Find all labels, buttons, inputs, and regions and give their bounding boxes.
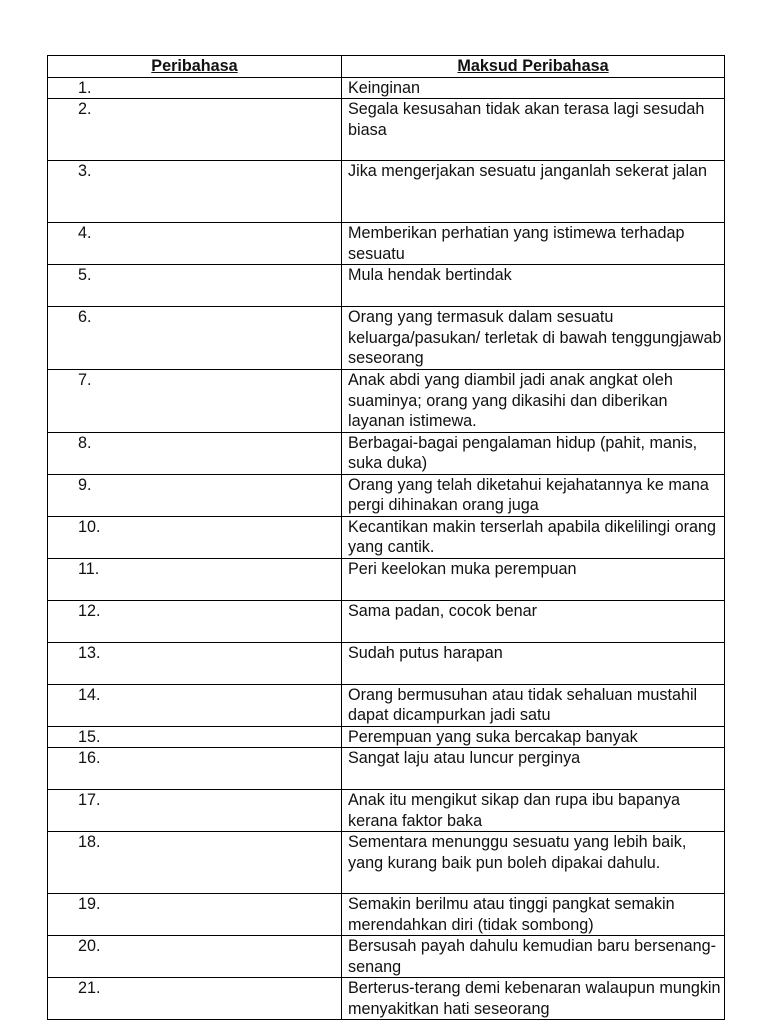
table-row [48,558,725,600]
table-row [48,161,725,223]
row-number: 8. [48,432,342,474]
row-meaning: Jika mengerjakan sesuatu janganlah sekerat jalan [342,161,725,223]
row-meaning: Mula hendak bertindak [342,265,725,307]
row-meaning: Memberikan perhatian yang istimewa terhadap sesuatu [342,223,725,265]
row-meaning: Keinginan [342,77,725,99]
table-row [48,516,725,558]
row-meaning: Kecantikan makin terserlah apabila dikelilingi orang yang cantik. [342,516,725,558]
row-meaning: Sangat laju atau luncur perginya [342,748,725,790]
table-row [48,936,725,978]
row-number: 6. [48,307,342,370]
table-row [48,894,725,936]
row-number: 20. [48,936,342,978]
row-meaning: Semakin berilmu atau tinggi pangkat semakin merendahkan diri (tidak sombong) [342,894,725,936]
row-meaning: Sudah putus harapan [342,642,725,684]
row-meaning: Sementara menunggu sesuatu yang lebih baik, yang kurang baik pun boleh dipakai dahulu. [342,832,725,894]
row-meaning: Perempuan yang suka bercakap banyak [342,726,725,748]
proverb-table [47,55,725,1020]
table-row [48,642,725,684]
row-number: 16. [48,748,342,790]
row-number: 12. [48,600,342,642]
row-number: 14. [48,684,342,726]
row-number: 1. [48,77,342,99]
table-row [48,684,725,726]
table-row [48,790,725,832]
table-row [48,748,725,790]
row-meaning: Segala kesusahan tidak akan terasa lagi sesudah biasa [342,99,725,161]
row-number: 18. [48,832,342,894]
row-number: 19. [48,894,342,936]
row-meaning: Anak abdi yang diambil jadi anak angkat oleh suaminya; orang yang dikasihi dan diberikan layanan istimewa. [342,370,725,433]
row-number: 3. [48,161,342,223]
row-number: 15. [48,726,342,748]
row-number: 11. [48,558,342,600]
table-row [48,978,725,1020]
table-row [48,307,725,370]
row-meaning: Peri keelokan muka perempuan [342,558,725,600]
row-number: 2. [48,99,342,161]
table-row [48,432,725,474]
header-maksud-peribahasa: Maksud Peribahasa [342,56,725,78]
table-row [48,474,725,516]
row-number: 9. [48,474,342,516]
row-number: 7. [48,370,342,433]
table-row [48,77,725,99]
row-meaning: Anak itu mengikut sikap dan rupa ibu bapanya kerana faktor baka [342,790,725,832]
row-meaning: Bersusah payah dahulu kemudian baru bersenang-senang [342,936,725,978]
table-row [48,600,725,642]
row-meaning: Sama padan, cocok benar [342,600,725,642]
table-row [48,265,725,307]
table-row [48,99,725,161]
row-meaning: Orang bermusuhan atau tidak sehaluan mustahil dapat dicampurkan jadi satu [342,684,725,726]
row-number: 17. [48,790,342,832]
row-meaning: Berterus-terang demi kebenaran walaupun mungkin menyakitkan hati seseorang [342,978,725,1020]
row-number: 13. [48,642,342,684]
row-number: 4. [48,223,342,265]
row-number: 21. [48,978,342,1020]
row-number: 5. [48,265,342,307]
table-row [48,726,725,748]
table-row [48,832,725,894]
row-meaning: Orang yang telah diketahui kejahatannya ke mana pergi dihinakan orang juga [342,474,725,516]
header-peribahasa: Peribahasa [48,56,342,78]
table-header-row [48,56,725,78]
row-number: 10. [48,516,342,558]
table-row [48,370,725,433]
row-meaning: Berbagai-bagai pengalaman hidup (pahit, manis, suka duka) [342,432,725,474]
row-meaning: Orang yang termasuk dalam sesuatu keluarga/pasukan/ terletak di bawah tenggungjawab seseorang [342,307,725,370]
table-row [48,223,725,265]
